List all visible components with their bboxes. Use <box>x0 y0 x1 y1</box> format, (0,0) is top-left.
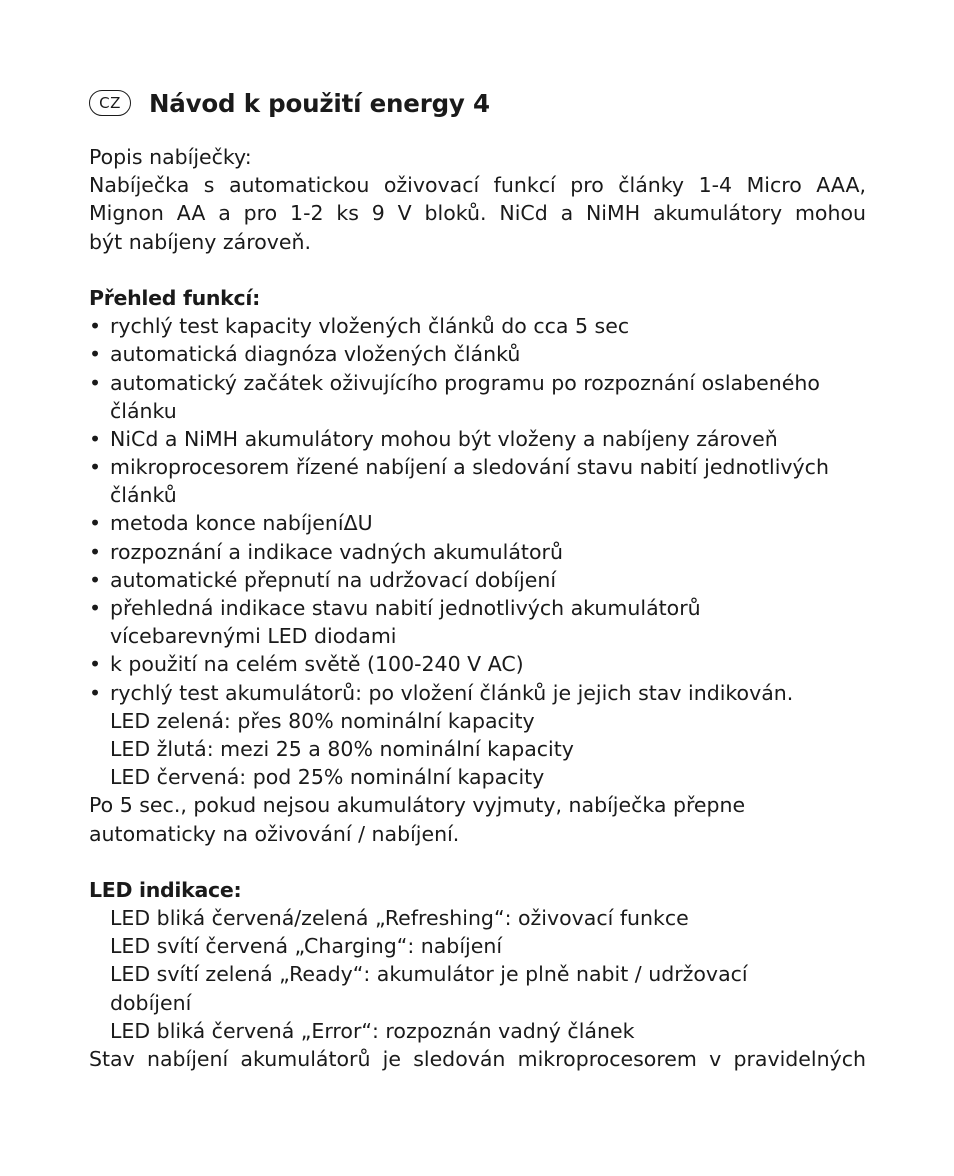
function-item-continuation <box>89 481 866 509</box>
function-item <box>89 453 866 481</box>
function-item <box>89 538 866 566</box>
page-title: Návod k použití energy 4 <box>149 88 490 118</box>
function-item-text: k použití na celém světě (100-240 V AC) <box>110 652 524 677</box>
function-item-text: LED žlutá: mezi 25 a 80% nominální kapacity <box>110 736 574 761</box>
function-item-text: LED červená: pod 25% nominální kapacity <box>110 765 545 790</box>
bullet-icon: • <box>89 596 102 620</box>
function-item <box>89 509 866 537</box>
function-item <box>89 679 866 707</box>
bullet-icon: • <box>89 370 102 395</box>
functions-list <box>89 312 866 791</box>
function-item-continuation <box>89 707 866 735</box>
functions-note-line: Po 5 sec., pokud nejsou akumulátory vyjmuty, nabíječka přepne <box>89 793 746 818</box>
function-item-text: mikroprocesorem řízené nabíjení a sledování stavu nabití jednotlivých <box>110 455 829 480</box>
function-item-text: rozpoznání a indikace vadných akumulátorů <box>110 539 563 564</box>
function-item-text: NiCd a NiMH akumulátory mohou být vloženy a nabíjeny zároveň <box>110 426 778 451</box>
function-item <box>89 425 866 453</box>
functions-note-line: automaticky na oživování / nabíjení. <box>89 821 460 846</box>
functions-heading: Přehled funkcí: <box>89 285 260 310</box>
led-line: LED svítí červená „Charging“: nabíjení <box>110 934 503 959</box>
language-badge: CZ <box>89 90 131 116</box>
bullet-icon: • <box>89 314 102 339</box>
function-item-text: metoda konce nabíjeníΔU <box>110 511 373 536</box>
function-item-continuation <box>89 397 866 425</box>
bullet-icon: • <box>89 342 102 367</box>
function-item-text: přehledná indikace stavu nabití jednotlivých akumulátorů <box>110 596 701 620</box>
function-item <box>89 650 866 678</box>
led-line: LED bliká červená „Error“: rozpoznán vadný článek <box>110 1018 635 1043</box>
intro-line: Nabíječka s automatickou oživovací funkcí pro články 1-4 Micro AAA, <box>89 173 866 198</box>
title-row <box>89 86 866 120</box>
bullet-icon: • <box>89 511 102 536</box>
function-item <box>89 566 866 594</box>
function-item <box>89 340 866 368</box>
function-item-continuation <box>89 735 866 763</box>
bullet-icon: • <box>89 539 102 564</box>
led-line: dobíjení <box>110 990 192 1015</box>
function-item <box>89 594 866 622</box>
function-item-text: vícebarevnými LED diodami <box>110 624 397 649</box>
intro-line: Mignon AA a pro 1-2 ks 9 V bloků. NiCd a NiMH akumulátory mohou <box>89 201 866 226</box>
bullet-icon: • <box>89 426 102 451</box>
manual-page <box>89 86 866 1073</box>
function-item <box>89 369 866 397</box>
function-item-text: rychlý test akumulátorů: po vložení článků je jejich stav indikován. <box>110 680 794 705</box>
function-item-text: automatické přepnutí na udržovací dobíjení <box>110 567 557 592</box>
function-item <box>89 312 866 340</box>
section-gap <box>89 848 866 876</box>
function-item-text: LED zelená: přes 80% nominální kapacity <box>110 708 535 733</box>
function-item-text: rychlý test kapacity vložených článků do cca 5 sec <box>110 314 630 339</box>
section-gap <box>89 256 866 284</box>
function-item-text: článků <box>110 483 177 508</box>
bullet-icon: • <box>89 455 102 480</box>
intro-lead: Popis nabíječky: <box>89 145 252 169</box>
led-line: LED svítí zelená „Ready“: akumulátor je plně nabit / udržovací <box>110 962 748 987</box>
bullet-icon: • <box>89 567 102 592</box>
function-item-text: článku <box>110 398 177 423</box>
led-line: LED bliká červená/zelená „Refreshing“: oživovací funkce <box>110 906 689 931</box>
function-item-continuation <box>89 763 866 791</box>
bullet-icon: • <box>89 652 102 677</box>
function-item-continuation <box>89 622 866 650</box>
function-item-text: automatická diagnóza vložených článků <box>110 342 521 367</box>
intro-line: být nabíjeny zároveň. <box>89 229 312 254</box>
led-trailing-line: Stav nabíjení akumulátorů je sledován mikroprocesorem v pravidelných <box>89 1047 866 1071</box>
bullet-icon: • <box>89 680 102 705</box>
function-item-text: automatický začátek oživujícího programu po rozpoznání oslabeného <box>110 370 820 395</box>
led-heading: LED indikace: <box>89 877 242 902</box>
